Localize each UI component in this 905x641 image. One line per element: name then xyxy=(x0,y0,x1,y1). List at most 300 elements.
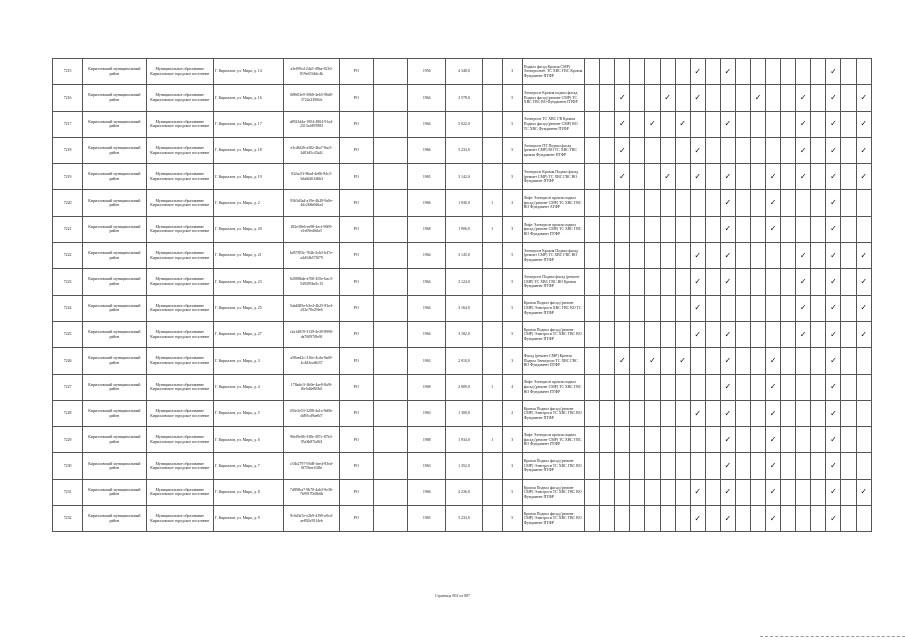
area-cell: 2 010,0 xyxy=(446,348,482,374)
check-mark-cell: ✓ xyxy=(766,348,781,374)
check-mark-cell: ✓ xyxy=(766,374,781,400)
empty-check-cell xyxy=(841,269,856,295)
empty-check-cell xyxy=(705,85,720,111)
guid-cell: 9c6d3a7e-e2b9-4190-a9cd-ae802e5914eb xyxy=(284,506,339,532)
empty-check-cell xyxy=(660,59,675,85)
empty-check-cell xyxy=(796,190,811,216)
form-cell: РО xyxy=(339,427,373,453)
blank-cell xyxy=(373,137,407,163)
table-row xyxy=(53,164,872,190)
empty-check-cell xyxy=(660,295,675,321)
check-mark-cell: ✓ xyxy=(690,243,705,269)
municipality-cell: Муниципальное образование Кирилловское городское поселение xyxy=(146,137,213,163)
entrances-cell xyxy=(482,137,502,163)
empty-check-cell xyxy=(811,348,826,374)
empty-check-cell xyxy=(705,164,720,190)
form-cell: РО xyxy=(339,400,373,426)
empty-check-cell xyxy=(660,269,675,295)
empty-check-cell xyxy=(600,243,615,269)
blank-cell xyxy=(373,59,407,85)
empty-check-cell xyxy=(856,190,871,216)
empty-check-cell xyxy=(615,295,630,321)
empty-check-cell xyxy=(811,164,826,190)
check-mark-cell: ✓ xyxy=(690,400,705,426)
works-cell: Кровля Подвал фасад (ремонт СМР) Электросн ТС ХВС ГВС ВО Фундамент ПТФР xyxy=(522,506,584,532)
empty-check-cell xyxy=(841,427,856,453)
check-mark-cell: ✓ xyxy=(720,427,735,453)
works-cell: Электросн ТС ХВС ГВ Кровля Подвал фасад (ремонт СМР) ВО ТС ХВС Фундамент ПТФР xyxy=(522,111,584,137)
blank-cell xyxy=(373,269,407,295)
works-cell: Кровля Подвал фасад (ремонт СМР) Электросн ТС ХВС ГВС ВО Фундамент ПТФР xyxy=(522,400,584,426)
empty-check-cell xyxy=(811,506,826,532)
address-cell: Г. Кириллов, ул. Мира, д. 5 xyxy=(213,400,283,426)
register-sheet xyxy=(52,58,872,532)
empty-check-cell xyxy=(811,216,826,242)
area-cell: 1 940,0 xyxy=(446,190,482,216)
empty-check-cell xyxy=(675,479,690,505)
blank-cell xyxy=(373,85,407,111)
check-mark-cell: ✓ xyxy=(720,164,735,190)
empty-check-cell xyxy=(600,427,615,453)
empty-check-cell xyxy=(630,190,645,216)
empty-check-cell xyxy=(675,321,690,347)
empty-check-cell xyxy=(690,190,705,216)
empty-check-cell xyxy=(705,348,720,374)
entrances-cell xyxy=(482,321,502,347)
district-cell: Кирилловский муниципальный район xyxy=(83,479,146,505)
empty-check-cell xyxy=(600,348,615,374)
year-cell: 1966 xyxy=(408,137,446,163)
address-cell: Г. Кириллов, ул. Мира, д. 2 xyxy=(213,190,283,216)
empty-check-cell xyxy=(720,295,735,321)
empty-check-cell xyxy=(781,59,796,85)
year-cell: 1964 xyxy=(408,321,446,347)
empty-check-cell xyxy=(645,400,660,426)
empty-check-cell xyxy=(705,479,720,505)
empty-check-cell xyxy=(735,427,750,453)
empty-check-cell xyxy=(600,59,615,85)
empty-check-cell xyxy=(751,321,766,347)
empty-check-cell xyxy=(841,59,856,85)
table-row xyxy=(53,400,872,426)
empty-check-cell xyxy=(660,216,675,242)
empty-check-cell xyxy=(615,321,630,347)
empty-check-cell xyxy=(811,85,826,111)
district-cell: Кирилловский муниципальный район xyxy=(83,164,146,190)
address-cell: Г. Кириллов, ул. Мира, д. 9 xyxy=(213,506,283,532)
empty-check-cell xyxy=(735,479,750,505)
empty-check-cell xyxy=(675,427,690,453)
check-mark-cell: ✓ xyxy=(826,453,841,479)
check-mark-cell: ✓ xyxy=(796,321,811,347)
district-cell: Кирилловский муниципальный район xyxy=(83,348,146,374)
empty-check-cell xyxy=(796,216,811,242)
empty-check-cell xyxy=(841,111,856,137)
check-mark-cell: ✓ xyxy=(690,59,705,85)
check-mark-cell: ✓ xyxy=(796,85,811,111)
year-cell: 1964 xyxy=(408,85,446,111)
check-mark-cell: ✓ xyxy=(690,321,705,347)
row-number: 7228 xyxy=(53,400,83,426)
empty-check-cell xyxy=(781,137,796,163)
empty-check-cell xyxy=(811,321,826,347)
works-cell: Кровля Подвал фасад (ремонт СМР) Электросн ТС ХВС ГВС ВО Фундамент ПТФР xyxy=(522,453,584,479)
works-cell: Электросн Подвал фасад (ремонт СМР) ТС ХВС ГВС ВО Кровля Фундамент ПТФР xyxy=(522,269,584,295)
check-mark-cell: ✓ xyxy=(826,137,841,163)
works-cell: Электросн Кровля подвал фасад Подвал фасад (ремонт СМР) ТС ХВС ГВС ВО Фундамент ПТФР xyxy=(522,85,584,111)
row-number: 7220 xyxy=(53,190,83,216)
year-cell: 1966 xyxy=(408,190,446,216)
empty-check-cell xyxy=(781,164,796,190)
empty-check-cell xyxy=(751,164,766,190)
area-cell: 4 236,0 xyxy=(446,479,482,505)
municipality-cell: Муниципальное образование Кирилловское городское поселение xyxy=(146,374,213,400)
blank-cell xyxy=(373,111,407,137)
check-mark-cell: ✓ xyxy=(675,348,690,374)
row-number: 7229 xyxy=(53,427,83,453)
empty-check-cell xyxy=(781,348,796,374)
empty-check-cell xyxy=(735,295,750,321)
municipality-cell: Муниципальное образование Кирилловское городское поселение xyxy=(146,216,213,242)
check-mark-cell: ✓ xyxy=(826,59,841,85)
empty-check-cell xyxy=(841,321,856,347)
form-cell: РО xyxy=(339,269,373,295)
check-mark-cell: ✓ xyxy=(766,479,781,505)
form-cell: РО xyxy=(339,506,373,532)
empty-check-cell xyxy=(781,111,796,137)
area-cell: 3 164,0 xyxy=(446,295,482,321)
floors-cell: 3 xyxy=(502,348,522,374)
check-mark-cell: ✓ xyxy=(856,111,871,137)
district-cell: Кирилловский муниципальный район xyxy=(83,190,146,216)
empty-check-cell xyxy=(585,269,600,295)
empty-check-cell xyxy=(600,164,615,190)
check-mark-cell: ✓ xyxy=(826,400,841,426)
empty-check-cell xyxy=(811,111,826,137)
guid-cell: a8923d4a-1904-4804-91a4-2313cd495983 xyxy=(284,111,339,137)
empty-check-cell xyxy=(585,427,600,453)
empty-check-cell xyxy=(735,243,750,269)
year-cell: 1965 xyxy=(408,506,446,532)
row-number: 7222 xyxy=(53,243,83,269)
empty-check-cell xyxy=(781,216,796,242)
empty-check-cell xyxy=(766,85,781,111)
empty-check-cell xyxy=(690,111,705,137)
empty-check-cell xyxy=(630,216,645,242)
empty-check-cell xyxy=(766,59,781,85)
entrances-cell xyxy=(482,85,502,111)
floors-cell: 3 xyxy=(502,59,522,85)
area-cell: 1 352,0 xyxy=(446,453,482,479)
works-cell: Электросн ПТ Подвал фасад (ремонт СМР) ВО ТС ХВС ГВС кровля Фундамент ПТФР xyxy=(522,137,584,163)
empty-check-cell xyxy=(645,59,660,85)
empty-check-cell xyxy=(841,295,856,321)
empty-check-cell xyxy=(705,59,720,85)
guid-cell: a3ef99cd-24a5-49ba-8216-819e67d4dc4b xyxy=(284,59,339,85)
municipality-cell: Муниципальное образование Кирилловское городское поселение xyxy=(146,427,213,453)
area-cell: 4 348,0 xyxy=(446,59,482,85)
check-mark-cell: ✓ xyxy=(720,59,735,85)
check-mark-cell: ✓ xyxy=(856,269,871,295)
floors-cell: 5 xyxy=(502,85,522,111)
check-mark-cell: ✓ xyxy=(826,216,841,242)
row-number: 7215 xyxy=(53,59,83,85)
district-cell: Кирилловский муниципальный район xyxy=(83,111,146,137)
empty-check-cell xyxy=(675,374,690,400)
empty-check-cell xyxy=(841,400,856,426)
empty-check-cell xyxy=(705,269,720,295)
empty-check-cell xyxy=(645,85,660,111)
entrances-cell xyxy=(482,479,502,505)
empty-check-cell xyxy=(675,190,690,216)
floors-cell: 3 xyxy=(502,216,522,242)
empty-check-cell xyxy=(630,85,645,111)
empty-check-cell xyxy=(645,137,660,163)
empty-check-cell xyxy=(660,374,675,400)
blank-cell xyxy=(373,243,407,269)
empty-check-cell xyxy=(705,321,720,347)
empty-check-cell xyxy=(645,506,660,532)
check-mark-cell: ✓ xyxy=(720,479,735,505)
empty-check-cell xyxy=(735,321,750,347)
empty-check-cell xyxy=(856,453,871,479)
area-cell: 1 906,0 xyxy=(446,216,482,242)
district-cell: Кирилловский муниципальный район xyxy=(83,137,146,163)
district-cell: Кирилловский муниципальный район xyxy=(83,243,146,269)
check-mark-cell: ✓ xyxy=(615,85,630,111)
row-number: 7226 xyxy=(53,348,83,374)
empty-check-cell xyxy=(796,506,811,532)
row-number: 7223 xyxy=(53,269,83,295)
table-row xyxy=(53,269,872,295)
empty-check-cell xyxy=(841,190,856,216)
empty-check-cell xyxy=(781,427,796,453)
check-mark-cell: ✓ xyxy=(675,111,690,137)
floors-cell: 5 xyxy=(502,243,522,269)
floors-cell: 5 xyxy=(502,111,522,137)
works-cell: Лифт Электросн кровля подвал фасад (ремонт СМР) ТС ХВС ГВС ВО Фундамент ПТФР xyxy=(522,374,584,400)
area-cell: 3 145,0 xyxy=(446,243,482,269)
row-number: 7218 xyxy=(53,137,83,163)
table-row xyxy=(53,243,872,269)
empty-check-cell xyxy=(645,216,660,242)
empty-check-cell xyxy=(811,453,826,479)
empty-check-cell xyxy=(735,190,750,216)
empty-check-cell xyxy=(796,348,811,374)
empty-check-cell xyxy=(630,59,645,85)
check-mark-cell: ✓ xyxy=(796,243,811,269)
check-mark-cell: ✓ xyxy=(690,295,705,321)
check-mark-cell: ✓ xyxy=(826,164,841,190)
empty-check-cell xyxy=(796,427,811,453)
blank-cell xyxy=(373,348,407,374)
empty-check-cell xyxy=(675,216,690,242)
check-mark-cell: ✓ xyxy=(720,216,735,242)
floors-cell: 3 xyxy=(502,427,522,453)
empty-check-cell xyxy=(720,137,735,163)
row-number: 7221 xyxy=(53,216,83,242)
year-cell: 1963 xyxy=(408,453,446,479)
address-cell: Г. Кириллов, ул. Мира, д. 17 xyxy=(213,111,283,137)
table-row xyxy=(53,374,872,400)
empty-check-cell xyxy=(615,506,630,532)
empty-check-cell xyxy=(600,374,615,400)
entrances-cell xyxy=(482,348,502,374)
check-mark-cell: ✓ xyxy=(856,85,871,111)
empty-check-cell xyxy=(781,295,796,321)
check-mark-cell: ✓ xyxy=(645,348,660,374)
empty-check-cell xyxy=(600,453,615,479)
check-mark-cell: ✓ xyxy=(720,243,735,269)
table-row xyxy=(53,216,872,242)
table-row xyxy=(53,190,872,216)
empty-check-cell xyxy=(690,427,705,453)
empty-check-cell xyxy=(766,137,781,163)
entrances-cell xyxy=(482,243,502,269)
empty-check-cell xyxy=(811,190,826,216)
empty-check-cell xyxy=(841,216,856,242)
blank-cell xyxy=(373,479,407,505)
empty-check-cell xyxy=(841,479,856,505)
form-cell: РО xyxy=(339,321,373,347)
check-mark-cell: ✓ xyxy=(796,111,811,137)
check-mark-cell: ✓ xyxy=(720,453,735,479)
empty-check-cell xyxy=(781,453,796,479)
municipality-cell: Муниципальное образование Кирилловское городское поселение xyxy=(146,111,213,137)
district-cell: Кирилловский муниципальный район xyxy=(83,453,146,479)
empty-check-cell xyxy=(630,506,645,532)
empty-check-cell xyxy=(751,111,766,137)
empty-check-cell xyxy=(766,111,781,137)
form-cell: РО xyxy=(339,348,373,374)
empty-check-cell xyxy=(781,85,796,111)
guid-cell: 032ac53-86ad-4e8b-94c3-3da0d261d6b3 xyxy=(284,164,339,190)
check-mark-cell: ✓ xyxy=(856,321,871,347)
empty-check-cell xyxy=(781,400,796,426)
check-mark-cell: ✓ xyxy=(856,137,871,163)
empty-check-cell xyxy=(585,295,600,321)
empty-check-cell xyxy=(705,506,720,532)
municipality-cell: Муниципальное образование Кирилловское городское поселение xyxy=(146,190,213,216)
check-mark-cell: ✓ xyxy=(615,137,630,163)
empty-check-cell xyxy=(585,243,600,269)
empty-check-cell xyxy=(811,400,826,426)
municipality-cell: Муниципальное образование Кирилловское городское поселение xyxy=(146,295,213,321)
empty-check-cell xyxy=(690,348,705,374)
empty-check-cell xyxy=(811,479,826,505)
empty-check-cell xyxy=(856,427,871,453)
empty-check-cell xyxy=(751,427,766,453)
empty-check-cell xyxy=(645,269,660,295)
works-cell: Электросн Кровля Подвал фасад (ремонт СМР) ТС ХВС ГВС ВО Фундамент ПТФР xyxy=(522,164,584,190)
municipality-cell: Муниципальное образование Кирилловское городское поселение xyxy=(146,453,213,479)
check-mark-cell: ✓ xyxy=(720,190,735,216)
address-cell: Г. Кириллов, ул. Мира, д. 8 xyxy=(213,479,283,505)
empty-check-cell xyxy=(675,59,690,85)
empty-check-cell xyxy=(690,374,705,400)
municipality-cell: Муниципальное образование Кирилловское городское поселение xyxy=(146,243,213,269)
empty-check-cell xyxy=(615,453,630,479)
empty-check-cell xyxy=(856,216,871,242)
check-mark-cell: ✓ xyxy=(856,295,871,321)
check-mark-cell: ✓ xyxy=(690,85,705,111)
area-cell: 2 009,0 xyxy=(446,374,482,400)
empty-check-cell xyxy=(615,190,630,216)
empty-check-cell xyxy=(841,348,856,374)
check-mark-cell: ✓ xyxy=(615,111,630,137)
empty-check-cell xyxy=(630,321,645,347)
empty-check-cell xyxy=(751,137,766,163)
empty-check-cell xyxy=(796,374,811,400)
empty-check-cell xyxy=(856,59,871,85)
empty-check-cell xyxy=(630,243,645,269)
guid-cell: c33b2797-93d8-4ee4-83ed-0f756ee1f48e xyxy=(284,453,339,479)
empty-check-cell xyxy=(600,295,615,321)
area-cell: 3 124,0 xyxy=(446,269,482,295)
year-cell: 1966 xyxy=(408,479,446,505)
check-mark-cell: ✓ xyxy=(826,348,841,374)
empty-check-cell xyxy=(615,269,630,295)
blank-cell xyxy=(373,400,407,426)
works-cell: Кровля Подвал фасад (ремонт СМР) Электросн ТС ХВС ГВС ВО Фундамент ПТФР xyxy=(522,479,584,505)
table-row xyxy=(53,111,872,137)
row-number: 7219 xyxy=(53,164,83,190)
empty-check-cell xyxy=(766,269,781,295)
empty-check-cell xyxy=(660,400,675,426)
empty-check-cell xyxy=(675,400,690,426)
area-cell: 1 934,0 xyxy=(446,427,482,453)
empty-check-cell xyxy=(585,479,600,505)
row-number: 7231 xyxy=(53,479,83,505)
entrances-cell xyxy=(482,400,502,426)
empty-check-cell xyxy=(645,243,660,269)
address-cell: Г. Кириллов, ул. Мира, д. 7 xyxy=(213,453,283,479)
check-mark-cell: ✓ xyxy=(766,453,781,479)
empty-check-cell xyxy=(615,216,630,242)
check-mark-cell: ✓ xyxy=(690,479,705,505)
empty-check-cell xyxy=(645,321,660,347)
floors-cell: 3 xyxy=(502,453,522,479)
page-footer: Страница 802 из 887 xyxy=(434,593,471,598)
empty-check-cell xyxy=(735,59,750,85)
district-cell: Кирилловский муниципальный район xyxy=(83,427,146,453)
floors-cell: 3 xyxy=(502,190,522,216)
works-cell: Фасад (ремонт СМР) Кровля Подвал Электросн ТС ХВС ГВС ВО Фундамент ПТФР xyxy=(522,348,584,374)
empty-check-cell xyxy=(751,453,766,479)
empty-check-cell xyxy=(781,243,796,269)
guid-cell: c2a1d819-3139-4e39-8990-da76097f8e9f xyxy=(284,321,339,347)
check-mark-cell: ✓ xyxy=(720,348,735,374)
check-mark-cell: ✓ xyxy=(720,506,735,532)
empty-check-cell xyxy=(675,453,690,479)
empty-check-cell xyxy=(690,216,705,242)
empty-check-cell xyxy=(751,295,766,321)
empty-check-cell xyxy=(705,137,720,163)
area-cell: 5 233,0 xyxy=(446,506,482,532)
empty-check-cell xyxy=(811,137,826,163)
entrances-cell xyxy=(482,59,502,85)
empty-check-cell xyxy=(585,400,600,426)
check-mark-cell: ✓ xyxy=(615,348,630,374)
empty-check-cell xyxy=(735,400,750,426)
empty-check-cell xyxy=(751,400,766,426)
empty-check-cell xyxy=(841,164,856,190)
guid-cell: 62088bde-a760-455e-bac3-549495be5c15 xyxy=(284,269,339,295)
empty-check-cell xyxy=(660,453,675,479)
empty-check-cell xyxy=(705,427,720,453)
form-cell: РО xyxy=(339,374,373,400)
check-mark-cell: ✓ xyxy=(690,506,705,532)
